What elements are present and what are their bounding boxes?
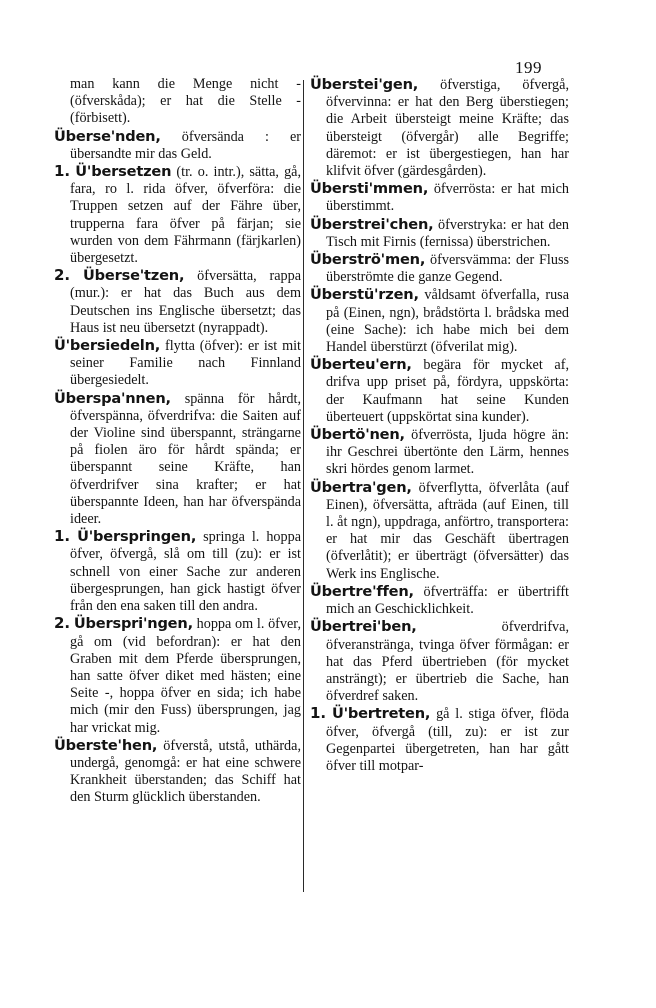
dictionary-entry (54, 128, 301, 163)
entry-headword: Überse'tzen, (82, 267, 185, 285)
dictionary-entry (310, 618, 569, 705)
dictionary-entry (54, 528, 301, 615)
dictionary-entry (310, 583, 569, 618)
entry-text: öfverdrifva, öfveranstränga, tvinga öfver förmågan: er hat das Pferd übertrieben (för mycket ansträngt); er übertrieb die Sache, han öfverdref saken. (326, 619, 569, 705)
entry-text: öfverträffa: er übertrifft mich an Geschicklichkeit. (326, 583, 569, 618)
dictionary-entry (54, 337, 301, 390)
entry-text: man kann die Menge nicht - (öfverskåda); er hat die Stelle - (förbisett). (70, 76, 301, 127)
dictionary-entry (310, 286, 569, 356)
entry-headword: Ü'bersetzen (75, 163, 172, 181)
dictionary-entry (310, 479, 569, 583)
entry-headword: Überstei'gen, (310, 76, 419, 93)
entry-headword: Überse'nden, (54, 127, 161, 145)
dictionary-entry (310, 356, 569, 426)
dictionary-entry (310, 705, 569, 775)
entry-text: öfversätta, rappa (mur.): er hat das Buch aus dem Deutschen ins Englische übersetzt; das Haus ist neu übersetzt (nyrappadt). (70, 268, 301, 336)
column-divider (303, 80, 304, 892)
entry-headword: Übertrei'ben, (310, 618, 417, 636)
dictionary-entry (54, 267, 301, 337)
entry-text: öfverstryka: er hat den Tisch mit Firnis (fernissa) überstrichen. (326, 216, 569, 250)
dictionary-entry (310, 76, 569, 180)
entry-number: 2. (54, 614, 71, 633)
dictionary-entry (54, 737, 301, 807)
entry-text: flytta (öfver): er ist mit seiner Familie nach Finnland übergesiedelt. (70, 338, 301, 389)
dictionary-entry (54, 76, 301, 128)
entry-text: öfverstå, utstå, uthärda, undergå, genomgå: er hat eine schwere Krankheit überstanden; das Schiff hat den Sturm glücklich überstanden. (70, 737, 301, 806)
dictionary-entry (54, 390, 301, 529)
entry-headword: Übersti'mmen, (310, 180, 429, 198)
entry-text: hoppa om l. öfver, gå om (vid befordran): er hat den Graben mit dem Pferde übersprungen, han satte öfver diket med hästen; eine Seite -, hoppa öfver en sida; ich habe mich (mir den Fuss) übersprungen, jag har vrickat mig. (70, 616, 301, 736)
entry-text: öfverrösta, ljuda högre än: ihr Geschrei übertönte den Lärm, hennes skri hördes genom larmet. (326, 427, 569, 478)
page-number: 199 (515, 58, 542, 77)
entry-headword: Überstü'rzen, (310, 286, 419, 304)
column-left (54, 76, 301, 807)
column-right (310, 76, 569, 775)
dictionary-entry (54, 163, 301, 267)
entry-headword: Ü'bersiedeln, (54, 337, 161, 355)
entry-headword: Überströ'men, (310, 251, 426, 269)
dictionary-entry (310, 216, 569, 251)
entry-headword: Ü'berspringen, (77, 528, 197, 546)
entry-headword: Überspri'ngen, (73, 615, 193, 633)
entry-headword: Übertre'ffen, (310, 582, 414, 600)
entry-text: begära för mycket af, drifva upp priset på, fördyra, uppskörta: der Kaufmann hat seine Kunden überteuert (uppskörtat sina kunder). (326, 357, 569, 425)
entry-text: (tr. o. intr.), sätta, gå, fara, ro l. rida öfver, öfverföra: die Truppen setzen auf der Fähre über, trupperna fara öfver på färjan; sie wurden von dem Fährmann (färjkarlen) übergesetzt. (70, 164, 302, 267)
entry-text: gå l. stiga öfver, flöda öfver, öfvergå (till, zu): er ist zur Gegenpartei übergetreten, han har gått öfver till motpar- (326, 706, 569, 774)
entry-text: öfversvämma: der Fluss überströmte die ganze Gegend. (326, 252, 569, 286)
entry-text: öfverrösta: er hat mich überstimmt. (326, 181, 569, 215)
entry-headword: Überstrei'chen, (310, 215, 434, 233)
entry-number: 1. (310, 704, 327, 723)
entry-headword: Überspa'nnen, (54, 389, 171, 407)
entry-text: springa l. hoppa öfver, öfvergå, slå om till (zu): er ist schnell von einer Sache zur anderen übergesprungen, han gick hastigt öfver från den ena saken till den andra. (70, 529, 301, 615)
entry-number: 2. (54, 266, 71, 285)
entry-number: 1. (54, 162, 71, 181)
entry-number: 1. (54, 527, 71, 546)
entry-text: öfversända : er übersandte mir das Geld. (70, 128, 301, 162)
entry-headword: Überste'hen, (54, 736, 158, 754)
entry-headword: Überteu'ern, (310, 356, 412, 374)
dictionary-entry (310, 426, 569, 479)
entry-headword: Übertra'gen, (310, 478, 412, 496)
entry-headword: Übertö'nen, (310, 426, 405, 444)
dictionary-entry (310, 251, 569, 286)
dictionary-entry (54, 615, 301, 736)
entry-headword: Ü'bertreten, (331, 705, 431, 723)
entry-text: öfverstiga, öfvergå, öfvervinna: er hat den Berg überstiegen; die Arbeit übersteigt meine Kräfte; das übersteigt (öfvergår) alle Begriffe; däremot: er ist übergestiegen, han har klifvit öfver (gärdesgården). (326, 77, 569, 180)
dictionary-entry (310, 180, 569, 215)
entry-text: spänna för hårdt, öfverspänna, öfverdrifva: die Saiten auf der Violine sind überspannt, strängarne på fiolen äro för hårdt spända; er überspannt seine Kräfte, han öfverdrifver sina krafter; er hat überspannte Ideen, han har öfverspända ideer. (70, 390, 301, 528)
entry-text: våldsamt öfverfalla, rusa på (Einen, ngn), brådstörta l. brådska med (eine Sache): ich habe mich bei dem Handel überstürzt (öfverilat mig). (326, 287, 569, 356)
entry-text: öfverflytta, öfverlåta (auf Einen), öfversätta, afträda (auf Einen, till l. åt ngn), uppdraga, anförtro, transportera: er hat mir das Geschäft übertragen (öfverlåtit); er überträgt (öfversätter) das Werk ins Englische. (326, 479, 569, 582)
